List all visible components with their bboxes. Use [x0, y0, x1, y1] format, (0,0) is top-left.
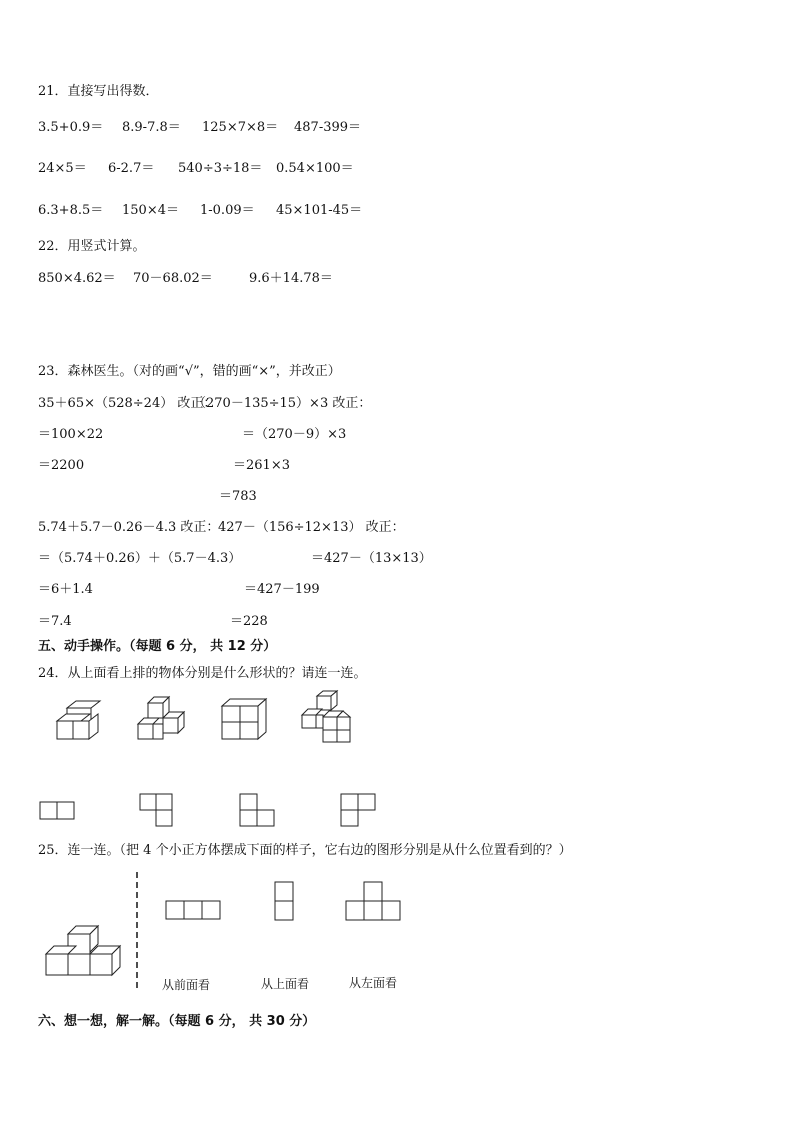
work-line: ＝427－（13×13） [311, 551, 432, 566]
work-line: ＝100×22 [38, 427, 104, 442]
work-line: 35＋65×（528÷24） 改正： [38, 396, 217, 411]
q23-title: 23．森林医生。（对的画“√”，错的画“×”，并改正） [38, 364, 341, 379]
top-view-option-4 [339, 792, 379, 830]
view-shape-row-of-three [164, 899, 224, 921]
work-line: ＝228 [230, 614, 268, 629]
oral-item: 150×4＝ [122, 203, 179, 218]
oral-item: 24×5＝ [38, 161, 87, 176]
q22-title: 22．用竖式计算。 [38, 239, 146, 254]
work-line: ＝7.4 [38, 614, 72, 629]
oral-item: 1-0.09＝ [200, 203, 255, 218]
view-label-left: 从左面看 [349, 976, 398, 990]
oral-item: 487-399＝ [294, 120, 362, 135]
top-view-option-1 [38, 800, 78, 822]
oral-item: 8.9-7.8＝ [122, 120, 181, 135]
work-line: ＝261×3 [233, 458, 290, 473]
view-label-top: 从上面看 [261, 977, 310, 991]
oral-item: 125×7×8＝ [202, 120, 279, 135]
oral-item: 6-2.7＝ [108, 161, 155, 176]
work-line: ＝2200 [38, 458, 85, 473]
view-shape-column-of-two [273, 880, 297, 922]
work-line: 5.74＋5.7－0.26－4.3 改正： [38, 520, 220, 535]
work-line: ＝6＋1.4 [38, 582, 93, 597]
work-line: （270－135÷15）×3 改正： [193, 396, 372, 411]
work-line: ＝（5.74＋0.26）＋（5.7－4.3） [38, 551, 242, 566]
top-view-option-2 [138, 792, 176, 830]
oral-item: 3.5+0.9＝ [38, 120, 104, 135]
vertical-calc-item: 9.6＋14.78＝ [249, 271, 333, 286]
q21-title: 21．直接写出得数． [38, 84, 159, 99]
oral-item: 45×101-45＝ [276, 203, 363, 218]
section-6-title: 六、想一想，解一解。（每题 6 分， 共 30 分） [38, 1014, 316, 1029]
oral-item: 0.54×100＝ [276, 161, 354, 176]
view-shape-t-shape [344, 880, 404, 922]
q24-title: 24．从上面看上排的物体分别是什么形状的？请连一连。 [38, 666, 367, 681]
dashed-divider [133, 870, 141, 992]
cube-stack-figure-3 [218, 696, 270, 744]
four-cube-figure [44, 914, 126, 978]
vertical-calc-item: 850×4.62＝ [38, 271, 116, 286]
work-line: ＝427－199 [244, 582, 320, 597]
cube-stack-figure-1 [50, 700, 110, 745]
work-line: 427－（156÷12×13） 改正： [218, 520, 405, 535]
top-view-option-3 [238, 792, 278, 830]
cube-stack-figure-2 [135, 694, 190, 746]
oral-item: 6.3+8.5＝ [38, 203, 104, 218]
q25-title: 25．连一连。（把 4 个小正方体摆成下面的样子，它右边的图形分别是从什么位置看到的？） [38, 843, 572, 858]
section-5-title: 五、动手操作。（每题 6 分， 共 12 分） [38, 639, 277, 654]
vertical-calc-item: 70－68.02＝ [133, 271, 213, 286]
view-label-front: 从前面看 [162, 978, 211, 992]
cube-stack-figure-4 [298, 690, 356, 745]
work-line: ＝783 [219, 489, 257, 504]
work-line: ＝（270－9）×3 [242, 427, 347, 442]
oral-item: 540÷3÷18＝ [178, 161, 263, 176]
